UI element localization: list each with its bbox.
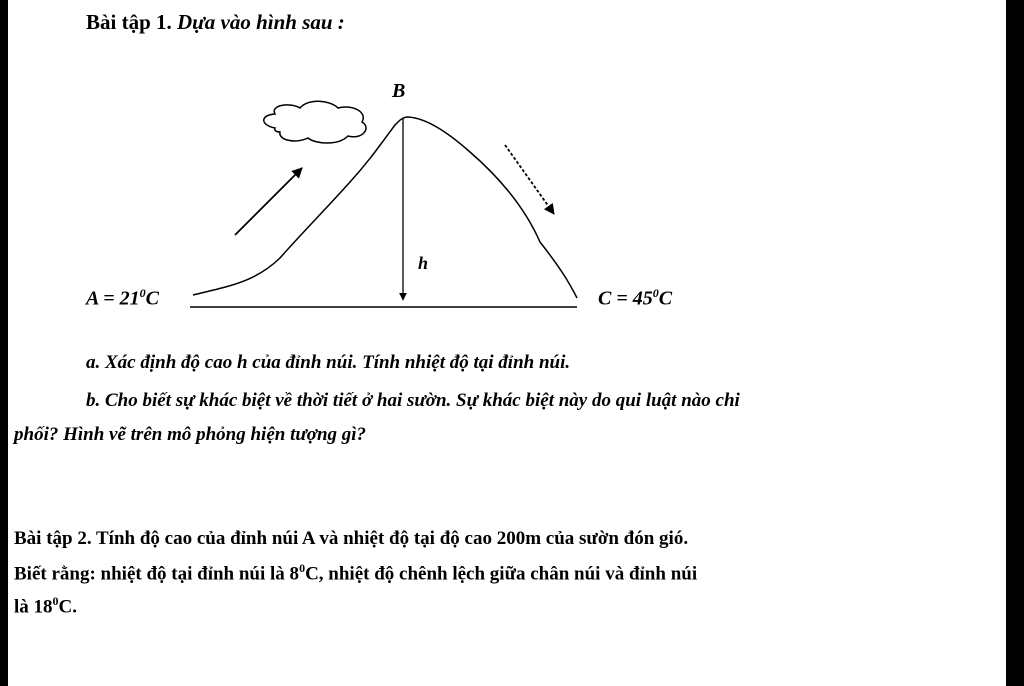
exercise-2-line3: là $18^0C$.	[14, 594, 78, 618]
exercise-1-heading: Bài tập 1.	[86, 10, 172, 34]
cloud-icon	[264, 101, 366, 143]
label-a: $A = 21^0C$	[86, 286, 159, 310]
question-a: a. Xác định độ cao h của đỉnh núi. Tính nhiệt độ tại đỉnh núi.	[86, 352, 571, 373]
question-b-line2: phối? Hình vẽ trên mô phỏng hiện tượng gì?	[14, 424, 367, 445]
right-border	[1006, 0, 1024, 686]
exercise-1-title	[86, 10, 345, 35]
left-border	[0, 0, 8, 686]
exercise-2-line1: Bài tập 2. Tính độ cao của đỉnh núi A và nhiệt độ tại độ cao 200m của sườn đón gió.	[14, 528, 689, 549]
label-h: h	[418, 253, 429, 273]
windward-arrow	[235, 168, 302, 235]
leeward-arrow	[505, 145, 554, 214]
label-b: B	[392, 80, 406, 102]
exercise-2-line2: Biết rằng: nhiệt độ tại đỉnh núi là $8^0C$, nhiệt độ chênh lệch giữa chân núi và đỉnh núi	[14, 561, 698, 585]
label-c: $C = 45^0C$	[598, 286, 673, 310]
mountain-outline	[193, 117, 577, 298]
question-b-line1: b. Cho biết sự khác biệt về thời tiết ở hai sườn. Sự khác biệt này do qui luật nào chi	[86, 390, 740, 411]
exercise-1-instruction: Dựa vào hình sau :	[177, 10, 345, 34]
mountain-figure	[80, 70, 740, 330]
